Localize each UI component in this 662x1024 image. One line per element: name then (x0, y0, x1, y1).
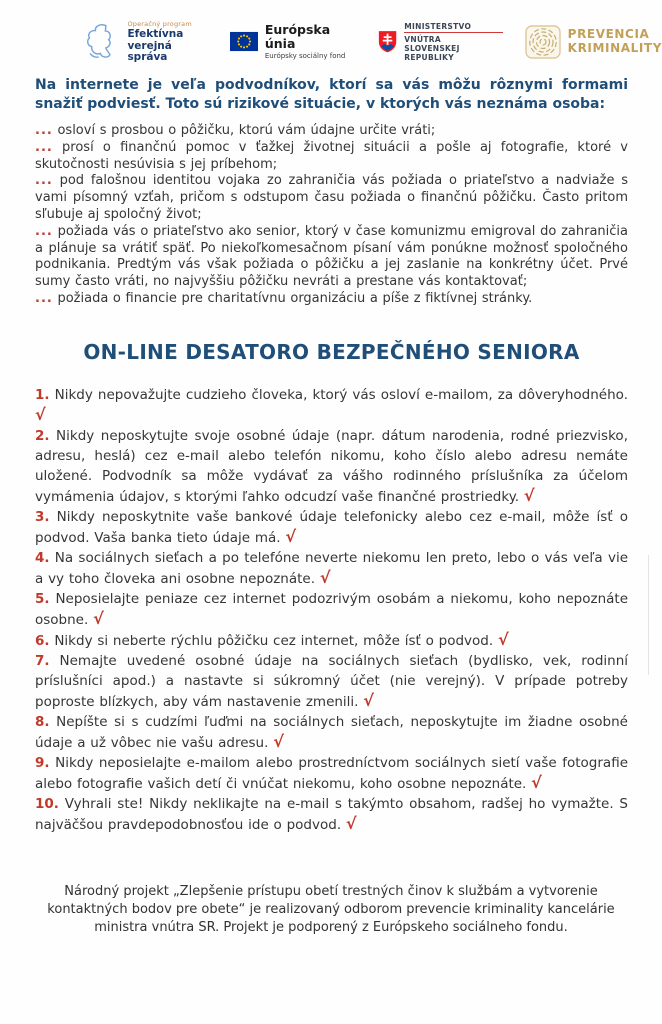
rule-text: Nikdy neposielajte e-mailom alebo prostredníctvom sociálnych sietí vaše fotografie alebo fotografie vašich detí či vnúčat niekomu, koho osobne nepoznáte. (35, 755, 629, 792)
logo-europska-unia (230, 23, 357, 60)
rule-text: Na sociálnych sieťach a po telefóne neverte niekomu len preto, lebo o vás veľa vie a vy toho človeka ani osobne nepoznáte. (35, 550, 628, 587)
logo-op-sprava-label: verejná správa (127, 39, 172, 63)
eu-flag-icon (230, 31, 258, 52)
logo-ministerstvo-text (404, 22, 502, 62)
rule-text: Nikdy si neberte rýchlu pôžičku cez internet, môže ísť o podvod. (54, 633, 494, 649)
rule-number: 2. (35, 428, 50, 444)
checkmark-icon: √ (35, 405, 46, 424)
logo-op-program-label: Operačný program (127, 20, 192, 28)
risk-item (35, 291, 628, 308)
rule-item (35, 426, 628, 507)
rules-list (35, 385, 628, 835)
logo-eu-title: Európska únia (264, 22, 331, 52)
risk-item (35, 123, 628, 140)
rule-item (35, 385, 628, 426)
rule-text: Nikdy neposkytnite vaše bankové údaje telefonicky alebo cez e-mail, môže ísť o podvod. Vaša banka tieto údaje má. (35, 509, 628, 546)
logo-prevencia-line2: KRIMINALITY (567, 40, 662, 55)
risk-item-text: pod falošnou identitou vojaka zo zahraničia vás požiada o priateľstvo a nadviaže s vami písomný vzťah, pričom s odstupom času požiada o finančnú pôžičku. Často pritom sľubuje aj spoločný život; (35, 173, 628, 222)
footer-note: Národný projekt „Zlepšenie prístupu obetí trestných činov k službám a vytvorenie kontaktných bodov pre obete“ je realizovaný odborom prevencie kriminality kancelárie ministra vnútra SR. Projekt je podporený z Európskeho sociálneho fondu. (47, 884, 615, 935)
rule-item (35, 712, 628, 753)
risk-item (35, 140, 628, 174)
rule-number: 3. (35, 509, 50, 525)
fingerprint-icon (525, 25, 561, 59)
risk-list (35, 123, 628, 308)
risk-item-text: osloví s prosbou o pôžičku, ktorú vám údajne určite vráti; (57, 123, 436, 138)
rule-text: Nikdy neposkytujte svoje osobné údaje (napr. dátum narodenia, rodné priezvisko, adresu, heslá) cez e-mail alebo telefón nikomu, koho číslo alebo adresu nemáte uložené. Podvodník sa môže vydávať za vášho rodinného príslušníka za účelom vymámenia údajov, s ktorými ľahko odcudzí vaše finančné prostriedky. (35, 428, 628, 505)
risk-item (35, 173, 628, 223)
rule-number: 7. (35, 653, 50, 669)
logo-operacny-program (84, 20, 208, 64)
logo-operacny-program-text (127, 20, 207, 64)
risk-item-text: prosí o finančnú pomoc v ťažkej životnej situácii a pošle aj fotografie, ktoré v skutočnosti nesúvisia s jej príbehom; (35, 139, 628, 172)
logo-ministerstvo-vnutra (378, 22, 503, 62)
efektivna-sprava-blob-icon (84, 21, 120, 63)
rule-item (35, 507, 628, 548)
rule-number: 9. (35, 755, 50, 771)
risk-item-text: požiada o financie pre charitatívnu organizáciu a píše z fiktívnej stránky. (57, 290, 533, 306)
rule-number: 5. (35, 591, 50, 607)
risk-item (35, 224, 628, 291)
rule-item (35, 753, 628, 794)
logo-prevencia-text (568, 28, 662, 55)
rule-number: 4. (35, 550, 50, 566)
bullet-dots-icon: ... (35, 123, 53, 138)
logo-prevencia-kriminality (525, 25, 662, 59)
rule-number: 8. (35, 714, 50, 730)
rule-item (35, 548, 628, 589)
risk-item-text: požiada vás o priateľstvo ako senior, ktorý v čase komunizmu emigroval do zahraničia a plánuje sa vrátiť späť. Po niekoľkomesačnom písaní vám ponúkne možnosť spoločného podnikania. Predtým vás však požiada o pôžičku a jej zaslanie na konkrétny účet. Prvé sumy často vráti, no najvyššiu pôžičku nevráti a prestane vás kontaktovať; (35, 223, 628, 290)
rule-text: Nemajte uvedené osobné údaje na sociálnych sieťach (bydlisko, vek, rodinní príslušníci apod.) a nastavte si súkromný účet (nie verejný). V prípade potreby poproste blízkych, aby vám nastavenie zmenili. (35, 653, 629, 710)
logo-ministerstvo-line3: SLOVENSKEJ REPUBLIKY (404, 43, 460, 62)
rule-text: Neposielajte peniaze cez internet podozrivým osobám a niekomu, koho nepoznáte osobne. (35, 591, 629, 628)
rule-number: 10. (35, 796, 59, 812)
scan-artifact-line (648, 555, 649, 675)
checkmark-icon: √ (273, 732, 284, 751)
rule-text: Vyhrali ste! Nikdy neklikajte na e-mail s takýmto obsahom, radšej ho vymažte. S najväčšou pravdepodobnosťou ide o podvod. (35, 796, 628, 833)
bullet-dots-icon: ... (35, 139, 53, 155)
checkmark-icon: √ (531, 773, 542, 792)
intro-heading: Na internete je veľa podvodníkov, ktorí sa vás môžu rôznymi formami snažiť podviesť. Toto sú rizikové situácie, v ktorých vás neznáma osoba: (35, 77, 628, 112)
bullet-dots-icon: ... (35, 290, 53, 306)
checkmark-icon: √ (345, 814, 357, 833)
rule-text: Nepíšte si s cudzími ľuďmi na sociálnych sieťach, neposkytujte im žiadne osobné údaje a už vôbec nie vašu adresu. (35, 714, 628, 751)
checkmark-icon: √ (523, 486, 535, 505)
logo-ministerstvo-line1: MINISTERSTVO (404, 22, 502, 33)
bullet-dots-icon: ... (35, 173, 53, 189)
logo-prevencia-line1: PREVENCIA (567, 27, 650, 42)
rule-item (35, 651, 628, 712)
checkmark-icon: √ (363, 691, 374, 710)
rule-item (35, 794, 628, 835)
page-title: ON-LINE DESATORO BEZPEČNÉHO SENIORA (83, 340, 580, 364)
logo-strip (84, 20, 662, 64)
logo-eu-subtitle: Európsky sociálny fond (264, 52, 346, 61)
logo-eu-text (265, 23, 356, 60)
bullet-dots-icon: ... (35, 223, 53, 239)
rule-item (35, 589, 628, 630)
checkmark-icon: √ (93, 609, 104, 628)
rule-text: Nikdy nepovažujte cudzieho človeka, ktorý vás osloví e-mailom, za dôveryhodného. (54, 387, 628, 403)
checkmark-icon: √ (319, 568, 331, 587)
logo-op-efektivna-label: Efektívna (127, 28, 184, 40)
rule-number: 1. (35, 387, 50, 403)
checkmark-icon: √ (497, 630, 509, 649)
checkmark-icon: √ (285, 527, 297, 546)
slovak-coat-of-arms-icon (378, 29, 397, 54)
logo-ministerstvo-line2: VNÚTRA (404, 34, 441, 44)
rule-item (35, 630, 628, 651)
rule-number: 6. (35, 633, 50, 649)
